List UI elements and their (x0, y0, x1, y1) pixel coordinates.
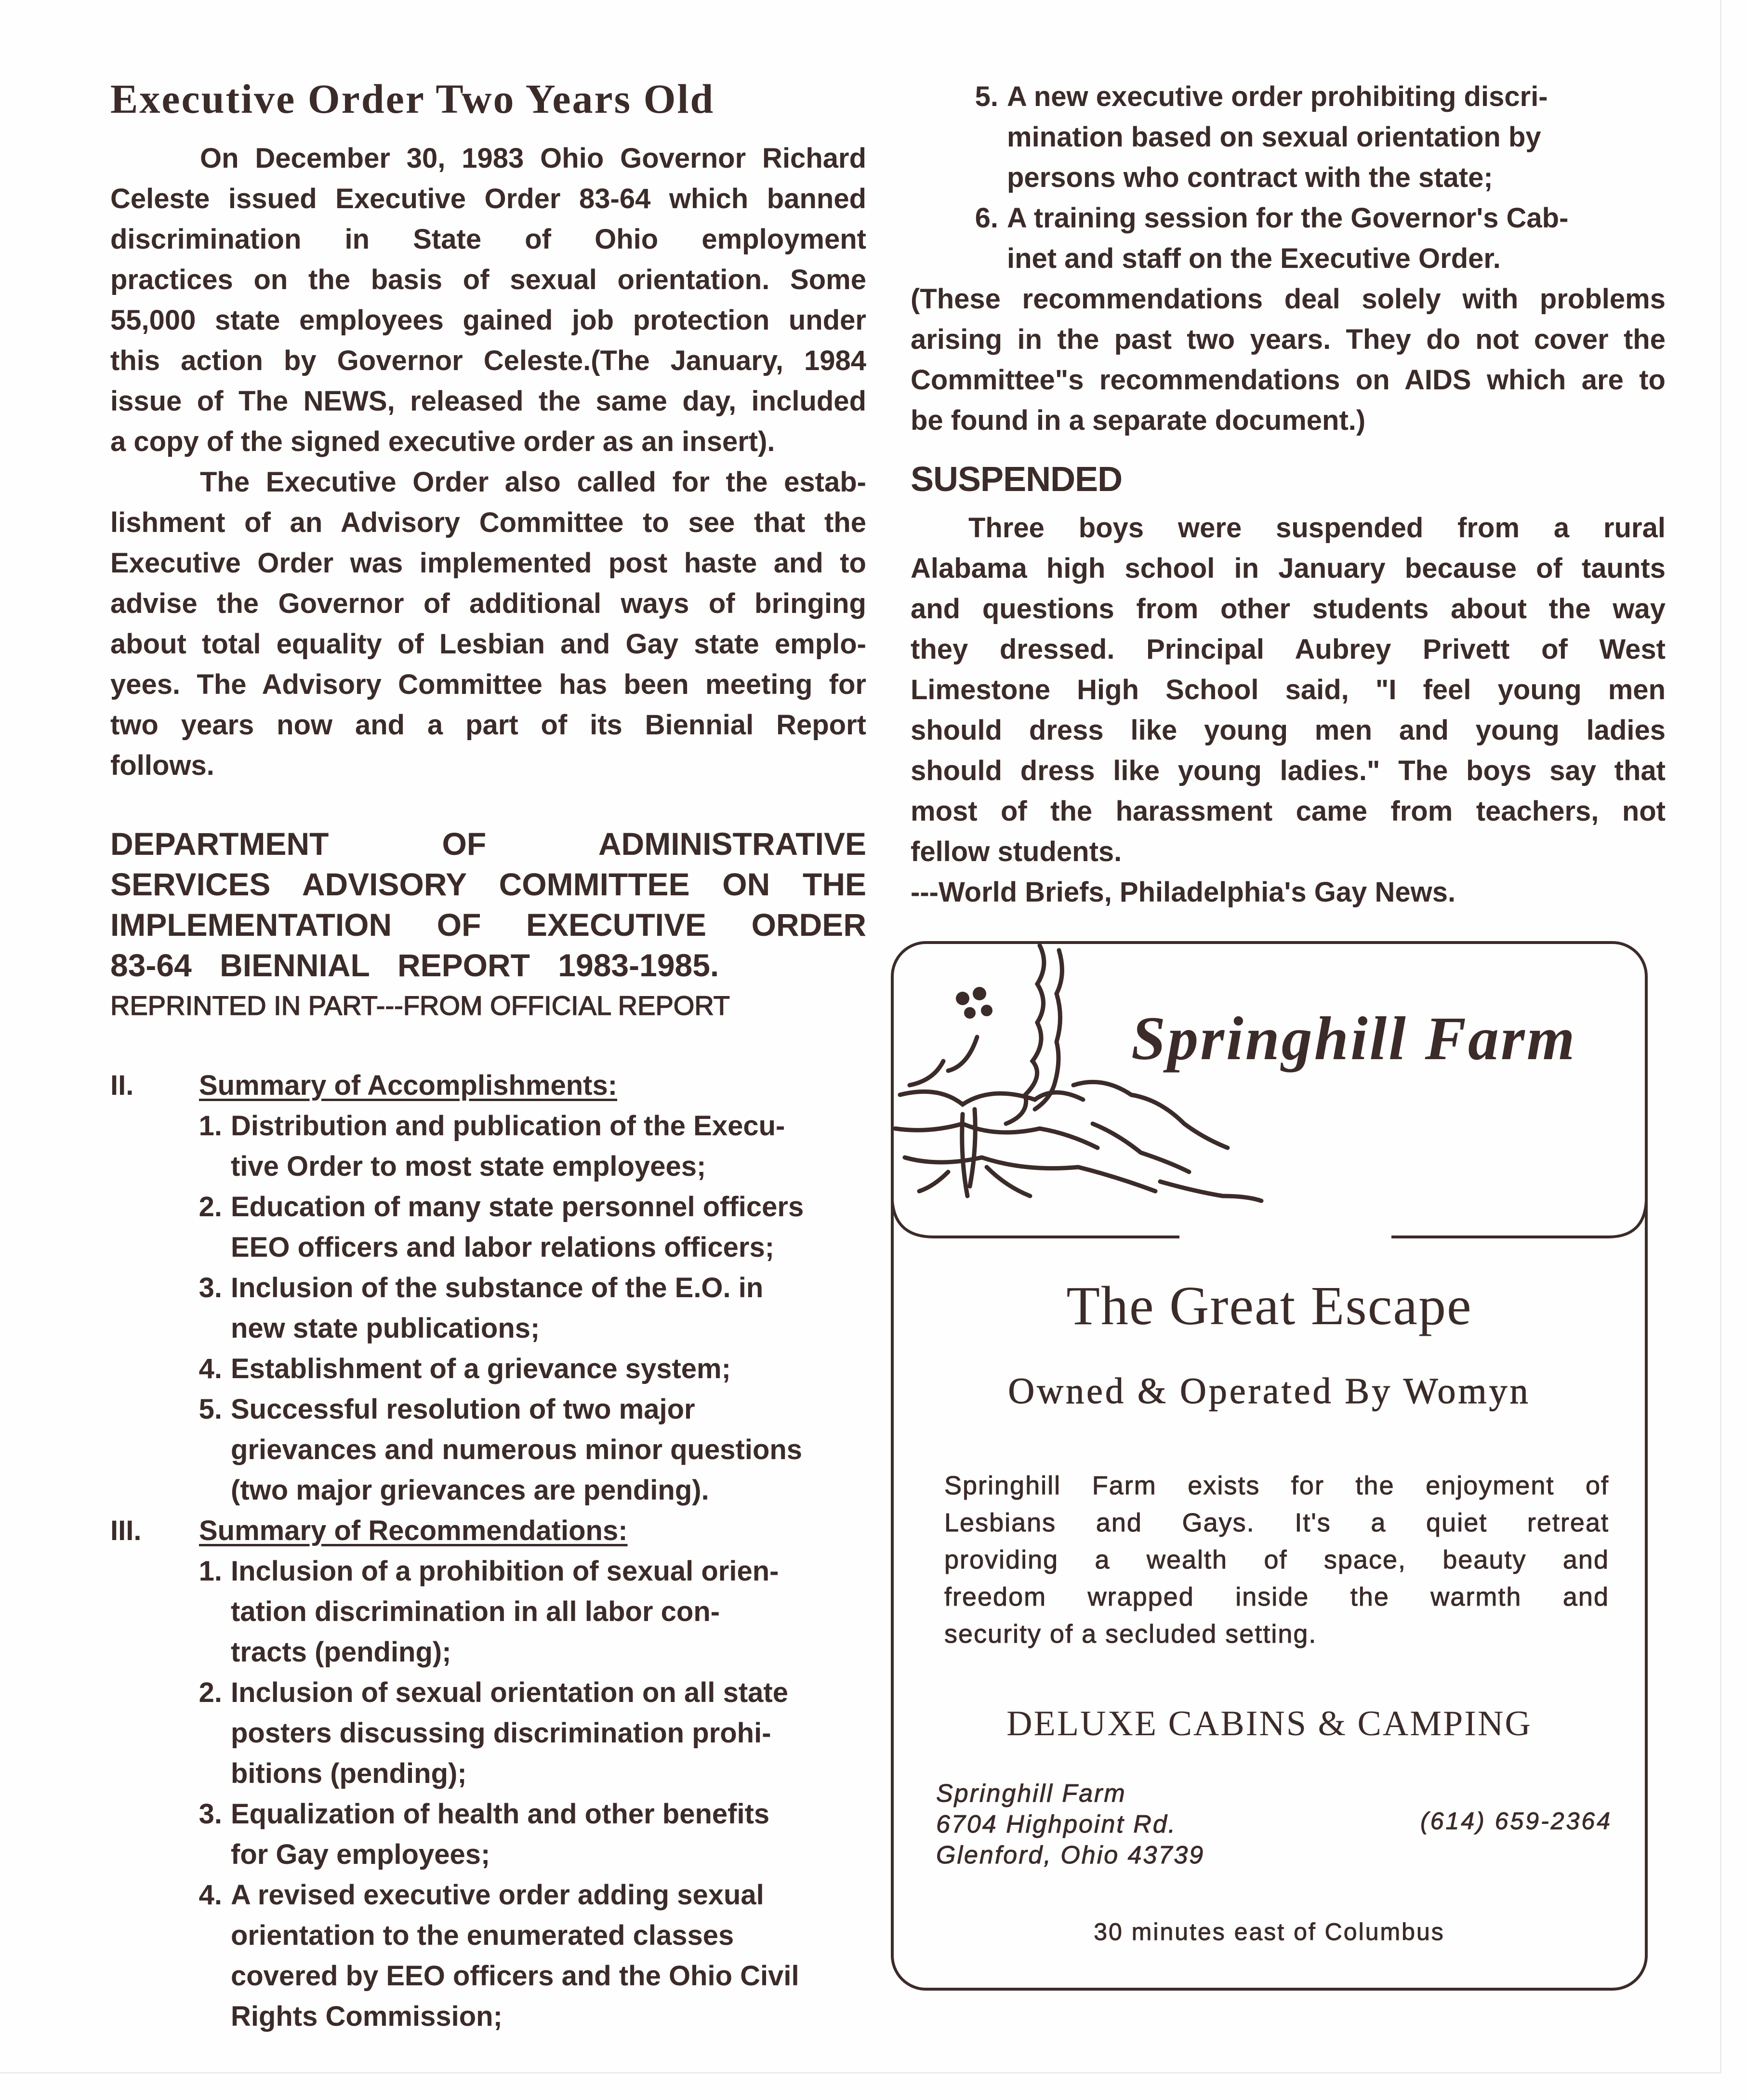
item-text: posters discussing discrimination prohi- (231, 1717, 771, 1749)
text-line: should dress like young ladies." The boys say that (911, 755, 1666, 786)
list-item-line (959, 117, 1666, 158)
text-line: Alabama high school in January because of taunts (911, 553, 1666, 584)
list-item-line (183, 1834, 866, 1875)
text-line: fellow students. (911, 836, 1122, 867)
text-line: about total equality of Lesbian and Gay state emplo- (110, 628, 866, 660)
ad-headline: The Great Escape (1066, 1275, 1472, 1336)
item-text: Education of many state personnel officers (231, 1191, 804, 1223)
list-item-line (183, 1551, 866, 1592)
item-text: A training session for the Governor's Cab- (1007, 202, 1569, 234)
report-heading-line: SERVICES ADVISORY COMMITTEE ON THE (110, 866, 866, 902)
section-items (110, 1551, 866, 2037)
text-line: The Executive Order also called for the estab- (200, 466, 866, 498)
text-line: (These recommendations deal solely with problems (911, 283, 1666, 315)
item-text: Inclusion of sexual orientation on all state (231, 1677, 788, 1708)
item-number: 3. (198, 1798, 222, 1830)
report-subheading-text: REPRINTED IN PART---FROM OFFICIAL REPORT (110, 990, 730, 1021)
item-text: grievances and numerous minor questions (231, 1434, 803, 1465)
item-number: 5. (198, 1394, 222, 1425)
report-heading-line: DEPARTMENT OF ADMINISTRATIVE (110, 826, 866, 862)
list-item-line (959, 158, 1666, 198)
ad-description-line: providing a wealth of space, beauty and (944, 1545, 1609, 1574)
text-line: Executive Order was implemented post haste and to (110, 547, 866, 579)
item-text: tation discrimination in all labor con- (231, 1596, 720, 1627)
report-sections (110, 1065, 866, 2037)
item-number: 6. (975, 202, 998, 234)
item-number: 1. (198, 1110, 222, 1142)
ad-description-line: Springhill Farm exists for the enjoyment of (944, 1471, 1609, 1500)
item-number: 3. (198, 1272, 222, 1303)
item-text: A revised executive order adding sexual (231, 1879, 764, 1911)
section-heading-row (110, 1511, 866, 1551)
text-line: and questions from other students about the way (911, 593, 1666, 625)
list-item-line (183, 1673, 866, 1713)
item-text: for Gay employees; (231, 1839, 490, 1870)
section-numeral: III. (110, 1515, 142, 1546)
ad-address (936, 1778, 1204, 1871)
address-line: Springhill Farm (936, 1780, 1126, 1808)
item-text: new state publications; (231, 1313, 540, 1344)
item-text: EEO officers and labor relations officers; (231, 1232, 775, 1263)
suspended-heading: SUSPENDED (911, 460, 1123, 499)
list-item-line (183, 1430, 866, 1470)
list-item-line (183, 1389, 866, 1430)
list-item-line (183, 1956, 866, 1996)
report-heading-line: 83-64 BIENNIAL REPORT 1983-1985. (110, 947, 719, 983)
list-item-line (183, 1470, 866, 1511)
item-number: 4. (198, 1353, 222, 1384)
ad-phone: (614) 659-2364 (1420, 1808, 1612, 1834)
ad-description (944, 1467, 1609, 1653)
ad-description-line: Lesbians and Gays. It's a quiet retreat (944, 1508, 1609, 1537)
item-text: (two major grievances are pending). (231, 1475, 709, 1506)
text-line: discrimination in State of Ohio employment (110, 224, 866, 255)
list-item-line (183, 1146, 866, 1187)
list-item-line (959, 77, 1666, 117)
text-line: should dress like young men and young ladies (911, 715, 1666, 746)
list-item-line (183, 1915, 866, 1956)
section-heading: Summary of Accomplishments: (199, 1070, 618, 1101)
item-text: bitions (pending); (231, 1758, 467, 1789)
item-text: Inclusion of the substance of the E.O. in (231, 1272, 764, 1303)
list-item-line (183, 1106, 866, 1146)
item-text: Distribution and publication of the Execu- (231, 1110, 785, 1142)
ad-location-note: 30 minutes east of Columbus (1094, 1918, 1445, 1945)
article-title: Executive Order Two Years Old (110, 76, 715, 122)
list-item-line (183, 1592, 866, 1632)
item-text: inet and staff on the Executive Order. (1007, 243, 1501, 274)
list-item-line (183, 1227, 866, 1268)
item-text: persons who contract with the state; (1007, 162, 1493, 193)
item-text: Rights Commission; (231, 2001, 503, 2032)
article-body (110, 138, 866, 786)
item-text: Inclusion of a prohibition of sexual orien- (231, 1555, 779, 1587)
item-text: A new executive order prohibiting discri- (1007, 81, 1548, 112)
section-heading: Summary of Recommendations: (199, 1515, 628, 1546)
item-number: 4. (198, 1879, 222, 1911)
tree-landscape-icon (890, 941, 1324, 1210)
section-items (110, 1106, 866, 1511)
text-line: be found in a separate document.) (911, 405, 1366, 436)
list-item-line (959, 198, 1666, 239)
item-text: Equalization of health and other benefits (231, 1798, 770, 1830)
item-number: 1. (198, 1555, 222, 1587)
text-line: arising in the past two years. They do not cover the (911, 324, 1666, 355)
text-line: Three boys were suspended from a rural (968, 512, 1666, 544)
suspended-article (911, 508, 1666, 913)
address-line: Glenford, Ohio 43739 (936, 1841, 1205, 1869)
text-line: lishment of an Advisory Committee to see that the (110, 507, 866, 538)
report-subheading (110, 985, 866, 1026)
item-text: tive Order to most state employees; (231, 1151, 706, 1182)
item-number: 2. (198, 1677, 222, 1708)
text-line: Celeste issued Executive Order 83-64 which banned (110, 183, 866, 214)
ad-description-line: security of a secluded setting. (944, 1620, 1317, 1648)
list-item-line (183, 1794, 866, 1834)
source-credit: ---World Briefs, Philadelphia's Gay News. (911, 877, 1456, 908)
list-item-line (183, 1268, 866, 1308)
item-number: 2. (198, 1191, 222, 1223)
list-item-line (959, 239, 1666, 279)
text-line: Committee"s recommendations on AIDS which are to (911, 364, 1666, 396)
text-line: this action by Governor Celeste.(The January, 1984 (110, 345, 866, 376)
item-text: mination based on sexual orientation by (1007, 121, 1541, 153)
section-heading-row (110, 1065, 866, 1106)
recommendation-items (911, 77, 1666, 279)
list-item-line (183, 1187, 866, 1227)
text-line: most of the harassment came from teachers, not (911, 796, 1666, 827)
text-line: practices on the basis of sexual orientation. Some (110, 264, 866, 295)
item-number: 5. (975, 81, 998, 112)
list-item-line (183, 1308, 866, 1349)
item-text: orientation to the enumerated classes (231, 1920, 734, 1951)
list-item-line (183, 1754, 866, 1794)
text-line: On December 30, 1983 Ohio Governor Richard (200, 143, 866, 174)
text-line: a copy of the signed executive order as an insert). (110, 426, 775, 457)
item-text: covered by EEO officers and the Ohio Civil (231, 1960, 799, 1992)
text-line: yees. The Advisory Committee has been meeting for (110, 669, 866, 700)
list-item-line (183, 1349, 866, 1389)
ad-description-line: freedom wrapped inside the warmth and (944, 1582, 1609, 1611)
item-text: tracts (pending); (231, 1636, 451, 1668)
text-line: issue of The NEWS, released the same day, included (110, 385, 866, 417)
list-item-line (183, 1632, 866, 1673)
list-item-line (183, 1713, 866, 1754)
ad-logo-text: Springhill Farm (1131, 1004, 1577, 1073)
list-item-line (183, 1996, 866, 2037)
item-text: Establishment of a grievance system; (231, 1353, 731, 1384)
springhill-farm-ad (890, 941, 1648, 1991)
ad-amenities: DELUXE CABINS & CAMPING (1006, 1704, 1532, 1743)
report-heading (110, 824, 866, 985)
section-numeral: II. (110, 1070, 134, 1101)
text-line: Limestone High School said, "I feel young men (911, 674, 1666, 705)
text-line: they dressed. Principal Aubrey Privett of West (911, 634, 1666, 665)
text-line: advise the Governor of additional ways of bringing (110, 588, 866, 619)
text-line: two years now and a part of its Biennial Report (110, 709, 866, 741)
list-item-line (183, 1875, 866, 1915)
ad-tagline: Owned & Operated By Womyn (1008, 1371, 1531, 1411)
report-heading-line: IMPLEMENTATION OF EXECUTIVE ORDER (110, 907, 866, 943)
text-line: 55,000 state employees gained job protection under (110, 305, 866, 336)
address-line: 6704 Highpoint Rd. (936, 1810, 1177, 1838)
item-text: Successful resolution of two major (231, 1394, 695, 1425)
text-line: follows. (110, 750, 214, 781)
recommendations-continued (911, 77, 1666, 441)
